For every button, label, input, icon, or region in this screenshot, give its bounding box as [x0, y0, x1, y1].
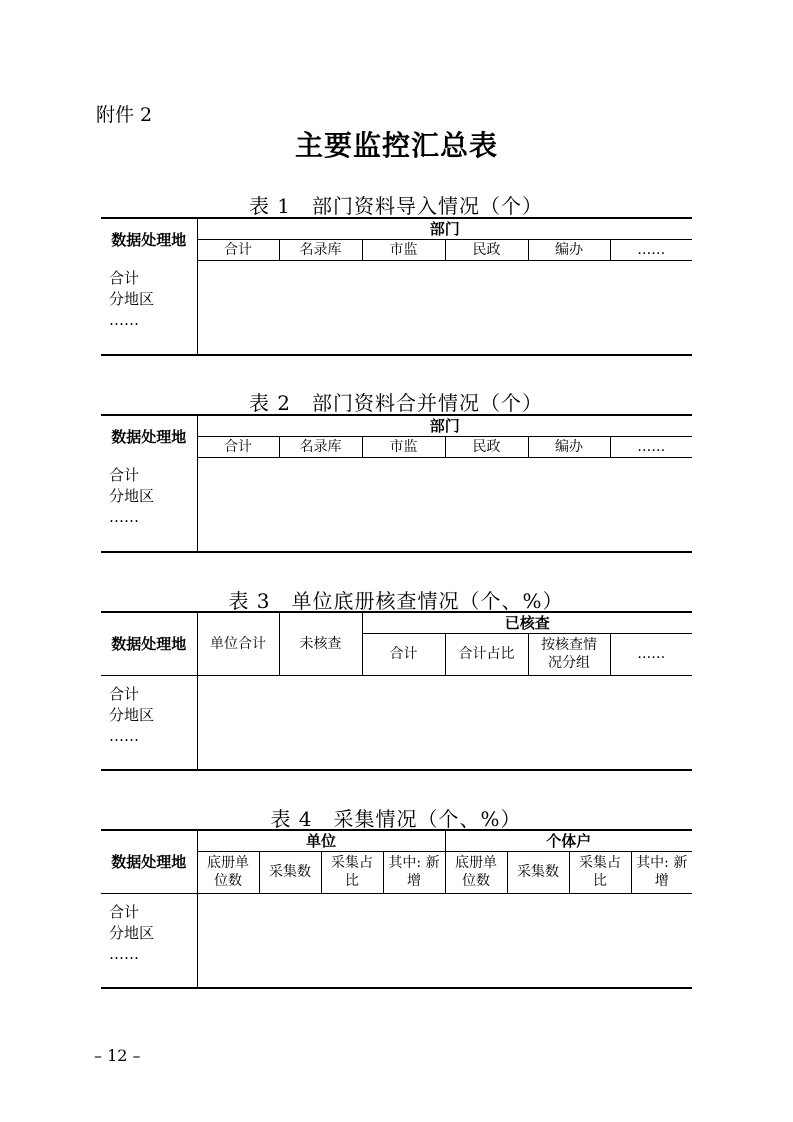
row-label-total: 合计	[109, 902, 140, 921]
table3-col-header: 合计占比	[445, 633, 528, 675]
table2-data-area	[197, 457, 692, 552]
table4-individual-col-header: 其中: 新增	[636, 855, 688, 889]
table2-col-header: ……	[610, 436, 692, 457]
table4-individual-col-header: 采集数	[507, 851, 569, 893]
document-title: 主要监控汇总表	[294, 129, 498, 162]
table1-col-header: 市监	[362, 239, 445, 260]
table4-unit-col-header: 采集数	[259, 851, 321, 893]
table2-group-header: 部门	[197, 415, 692, 436]
table3-caption: 表 3 单位底册核查情况（个、%）	[228, 589, 564, 613]
table4-row-labels	[101, 893, 197, 988]
table2-row-labels	[101, 457, 197, 552]
table1-col-header: 民政	[445, 239, 528, 260]
table4-region-header: 数据处理地	[101, 830, 197, 893]
table4-data-area	[197, 893, 692, 988]
table1-caption: 表 1 部门资料导入情况（个）	[248, 194, 544, 218]
row-label-total: 合计	[109, 684, 140, 703]
table1-data-area	[197, 260, 692, 355]
row-label-ellipsis: ……	[109, 508, 139, 526]
table2-col-header: 编办	[528, 436, 610, 457]
table4-individual-group-header: 个体户	[445, 830, 692, 851]
table2-region-header: 数据处理地	[101, 415, 197, 457]
table3-data-area	[197, 675, 692, 770]
table4	[101, 829, 692, 989]
table3	[101, 611, 692, 771]
table1-col-header: 名录库	[279, 239, 362, 260]
row-label-by-region: 分地区	[109, 290, 155, 308]
table4-unit-col-header: 底册单位数	[197, 851, 259, 893]
table3-region-header: 数据处理地	[101, 612, 197, 675]
row-label-total: 合计	[109, 466, 140, 484]
table3-col-header: 合计	[362, 633, 445, 675]
row-label-total: 合计	[109, 269, 140, 287]
table1-row-labels	[101, 260, 197, 355]
attachment-label: 附件 2	[96, 104, 153, 126]
table3-col-header: 按核查情况分组	[528, 633, 610, 675]
table1-col-header: 合计	[197, 239, 279, 260]
table1	[101, 217, 692, 356]
table3-row-labels	[101, 675, 197, 770]
page-number: – 12 –	[94, 1046, 141, 1065]
table4-unit-col-header: 其中: 新增	[383, 851, 445, 893]
table3-col-header: ……	[637, 646, 666, 662]
table4-unit-col-header: 采集占比	[321, 851, 383, 893]
table1-col-header: 编办	[528, 239, 610, 260]
table2-col-header: 市监	[362, 436, 445, 457]
row-label-ellipsis: ……	[109, 726, 139, 745]
table1-region-header: 数据处理地	[101, 218, 197, 260]
table1-col-header: ……	[610, 239, 692, 260]
row-label-by-region: 分地区	[109, 923, 155, 942]
table3-unchecked-header: 未核查	[279, 612, 362, 675]
table4-individual-col-header: 底册单位数	[445, 851, 507, 893]
table2-col-header: 合计	[197, 436, 279, 457]
row-label-ellipsis: ……	[109, 944, 139, 963]
table2	[101, 414, 692, 553]
table2-col-header: 名录库	[279, 436, 362, 457]
table3-unit-total-header: 单位合计	[197, 612, 279, 675]
table4-unit-group-header: 单位	[197, 830, 445, 851]
table4-individual-col-header: 采集占比	[569, 851, 631, 893]
row-label-by-region: 分地区	[109, 705, 155, 724]
table4-caption: 表 4 采集情况（个、%）	[270, 807, 522, 831]
table3-group-header: 已核查	[362, 612, 692, 633]
row-label-ellipsis: ……	[109, 311, 139, 329]
table1-group-header: 部门	[197, 218, 692, 239]
table2-col-header: 民政	[445, 436, 528, 457]
row-label-by-region: 分地区	[109, 487, 155, 505]
table2-caption: 表 2 部门资料合并情况（个）	[248, 391, 544, 415]
